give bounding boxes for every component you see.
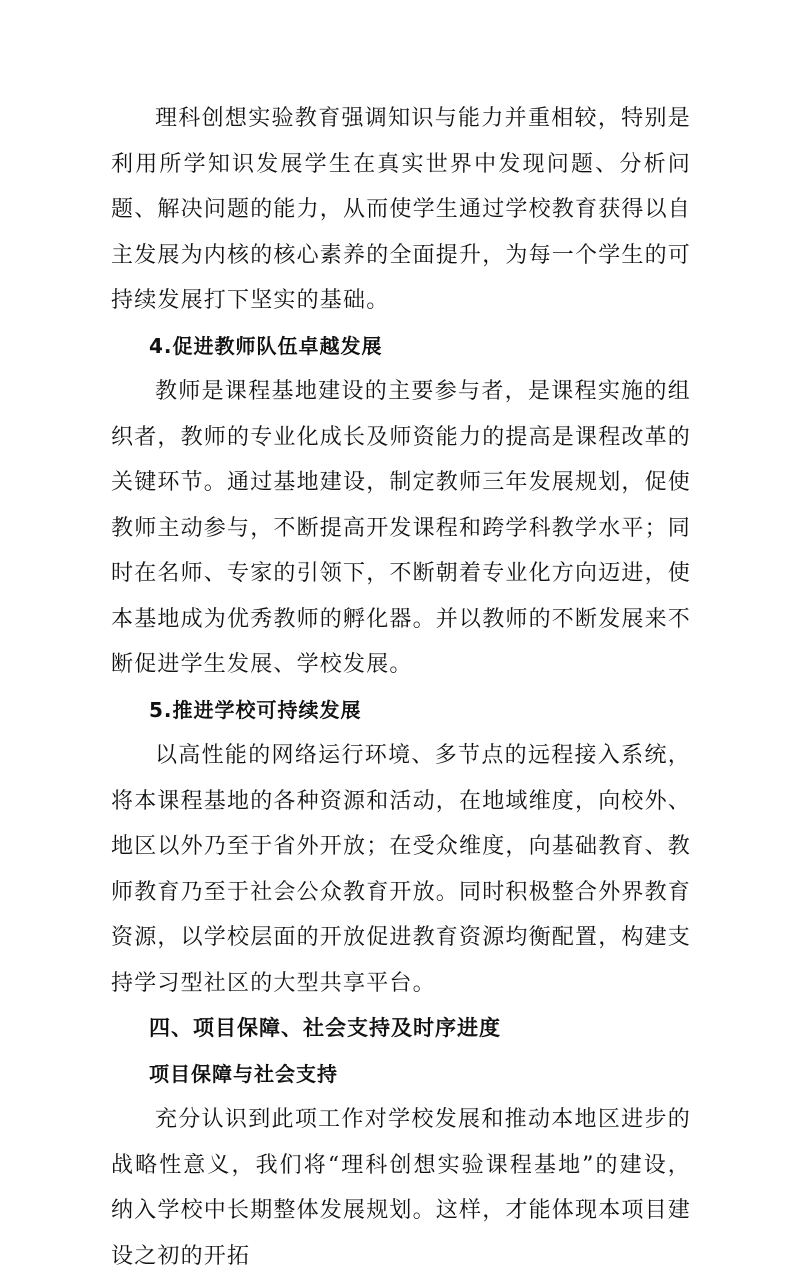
paragraph-teacher-development: 教师是课程基地建设的主要参与者，是课程实施的组织者，教师的专业化成长及师资能力的提高是课程改革的关键环节。通过基地建设，制定教师三年发展规划，促使教师主动参与，不断提高开发课程和跨学科教学水平；同时在名师、专家的引领下，不断朝着专业化方向迈进，使本基地成为优秀教师的孵化器。并以教师的不断发展来不断促进学生发展、学校发展。 [111,379,692,677]
subsection-title-support: 项目保障与社会支持 [149,1061,338,1086]
heading-teacher-development: 4.促进教师队伍卓越发展 [149,333,383,358]
document-body [111,96,691,1279]
paragraph-school-sustainability: 以高性能的网络运行环境、多节点的远程接入系统，将本课程基地的各种资源和活动，在地域维度，向校外、地区以外乃至于省外开放；在受众维度，向基础教育、教师教育乃至于社会公众教育开放。同时积极整合外界教育资源，以学校层面的开放促进教育资源均衡配置，构建支持学习型社区的大型共享平台。 [111,743,692,996]
paragraph-strategic-significance: 充分认识到此项工作对学校发展和推动本地区进步的战略性意义，我们将“理科创想实验课程基地”的建设，纳入学校中长期整体发展规划。这样，才能体现本项目建设之初的开拓 [111,1107,692,1269]
section-title-project-support: 四、项目保障、社会支持及时序进度 [149,1016,501,1040]
paragraph-core-literacy: 理科创想实验教育强调知识与能力并重相较，特别是利用所学知识发展学生在真实世界中发现问题、分析问题、解决问题的能力，从而使学生通过学校教育获得以自主发展为内核的核心素养的全面提升，为每一个学生的可持续发展打下坚实的基础。 [111,106,692,313]
heading-school-sustainability: 5.推进学校可持续发展 [149,697,362,722]
